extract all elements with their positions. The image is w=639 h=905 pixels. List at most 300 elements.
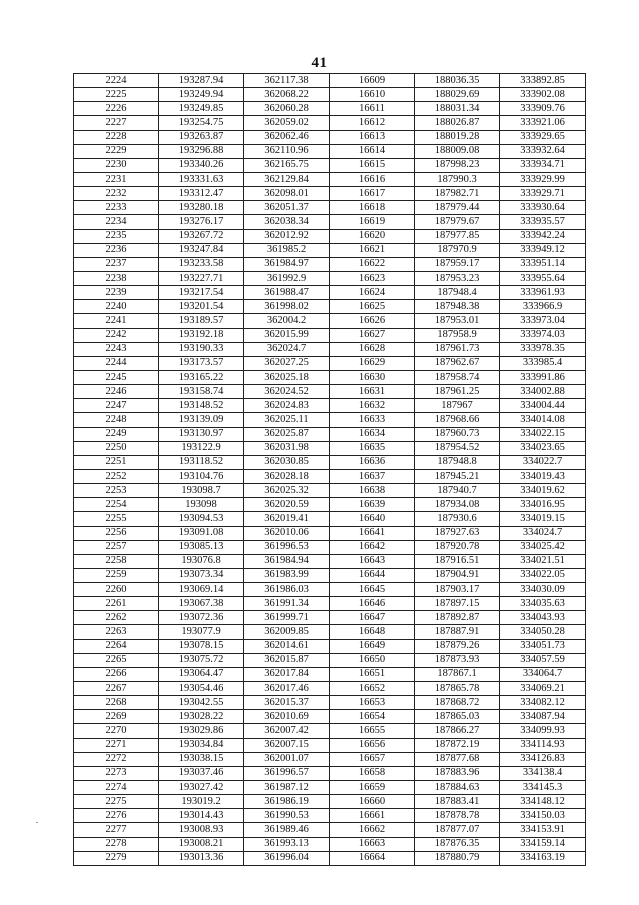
y-coordinate-left-cell: 361984.97	[244, 257, 330, 271]
point-id-left-cell: 2242	[74, 328, 159, 342]
y-coordinate-right-cell: 334025.42	[500, 540, 586, 554]
y-coordinate-right-cell: 333929.71	[500, 187, 586, 201]
x-coordinate-right-cell: 188029.69	[415, 88, 500, 102]
y-coordinate-right-cell: 333892.85	[500, 74, 586, 88]
x-coordinate-right-cell: 187916.51	[415, 554, 500, 568]
y-coordinate-left-cell: 362051.37	[244, 201, 330, 215]
point-id-right-cell: 16614	[330, 144, 415, 158]
point-id-right-cell: 16663	[330, 837, 415, 851]
y-coordinate-left-cell: 362110.96	[244, 144, 330, 158]
table-row	[74, 441, 586, 455]
point-id-right-cell: 16660	[330, 795, 415, 809]
point-id-left-cell: 2234	[74, 215, 159, 229]
x-coordinate-right-cell: 187878.78	[415, 809, 500, 823]
point-id-right-cell: 16637	[330, 469, 415, 483]
point-id-left-cell: 2237	[74, 257, 159, 271]
y-coordinate-left-cell: 362038.34	[244, 215, 330, 229]
table-row	[74, 187, 586, 201]
point-id-left-cell: 2252	[74, 469, 159, 483]
y-coordinate-left-cell: 362001.07	[244, 752, 330, 766]
x-coordinate-right-cell: 187982.71	[415, 187, 500, 201]
x-coordinate-right-cell: 187958.9	[415, 328, 500, 342]
x-coordinate-right-cell: 187953.23	[415, 271, 500, 285]
table-row	[74, 130, 586, 144]
table-row	[74, 667, 586, 681]
point-id-right-cell: 16652	[330, 682, 415, 696]
table-row	[74, 851, 586, 865]
point-id-left-cell: 2235	[74, 229, 159, 243]
point-id-right-cell: 16615	[330, 158, 415, 172]
y-coordinate-left-cell: 361984.94	[244, 554, 330, 568]
y-coordinate-right-cell: 334082.12	[500, 696, 586, 710]
x-coordinate-right-cell: 187880.79	[415, 851, 500, 865]
x-coordinate-left-cell: 193276.17	[159, 215, 244, 229]
table-row	[74, 611, 586, 625]
x-coordinate-right-cell: 188026.87	[415, 116, 500, 130]
point-id-right-cell: 16658	[330, 766, 415, 780]
y-coordinate-right-cell: 333955.64	[500, 271, 586, 285]
x-coordinate-left-cell: 193067.38	[159, 597, 244, 611]
x-coordinate-right-cell: 187961.73	[415, 342, 500, 356]
table-row	[74, 399, 586, 413]
point-id-right-cell: 16650	[330, 653, 415, 667]
y-coordinate-right-cell: 333902.08	[500, 88, 586, 102]
table-row	[74, 781, 586, 795]
point-id-right-cell: 16647	[330, 611, 415, 625]
y-coordinate-left-cell: 362062.46	[244, 130, 330, 144]
y-coordinate-right-cell: 333951.14	[500, 257, 586, 271]
table-row	[74, 215, 586, 229]
table-row	[74, 554, 586, 568]
y-coordinate-left-cell: 362129.84	[244, 172, 330, 186]
table-row	[74, 809, 586, 823]
point-id-left-cell: 2262	[74, 611, 159, 625]
point-id-right-cell: 16626	[330, 314, 415, 328]
x-coordinate-left-cell: 193042.55	[159, 696, 244, 710]
x-coordinate-left-cell: 193072.36	[159, 611, 244, 625]
y-coordinate-left-cell: 362025.87	[244, 427, 330, 441]
table-row	[74, 172, 586, 186]
point-id-left-cell: 2268	[74, 696, 159, 710]
point-id-left-cell: 2245	[74, 370, 159, 384]
table-row	[74, 328, 586, 342]
y-coordinate-left-cell: 362010.06	[244, 526, 330, 540]
y-coordinate-left-cell: 361998.02	[244, 300, 330, 314]
y-coordinate-left-cell: 362017.46	[244, 682, 330, 696]
table-row	[74, 455, 586, 469]
x-coordinate-right-cell: 187887.91	[415, 625, 500, 639]
x-coordinate-right-cell: 187872.19	[415, 738, 500, 752]
x-coordinate-left-cell: 193019.2	[159, 795, 244, 809]
x-coordinate-right-cell: 187945.21	[415, 469, 500, 483]
point-id-left-cell: 2256	[74, 526, 159, 540]
point-id-left-cell: 2272	[74, 752, 159, 766]
y-coordinate-right-cell: 334057.59	[500, 653, 586, 667]
y-coordinate-left-cell: 361986.03	[244, 583, 330, 597]
table-row	[74, 243, 586, 257]
y-coordinate-right-cell: 334064.7	[500, 667, 586, 681]
x-coordinate-left-cell: 193263.87	[159, 130, 244, 144]
point-id-right-cell: 16628	[330, 342, 415, 356]
y-coordinate-right-cell: 333909.76	[500, 102, 586, 116]
point-id-left-cell: 2247	[74, 399, 159, 413]
x-coordinate-right-cell: 187884.63	[415, 781, 500, 795]
x-coordinate-left-cell: 193073.34	[159, 568, 244, 582]
y-coordinate-right-cell: 334148.12	[500, 795, 586, 809]
point-id-left-cell: 2243	[74, 342, 159, 356]
y-coordinate-right-cell: 334087.94	[500, 710, 586, 724]
x-coordinate-right-cell: 188036.35	[415, 74, 500, 88]
point-id-right-cell: 16646	[330, 597, 415, 611]
x-coordinate-left-cell: 193158.74	[159, 385, 244, 399]
y-coordinate-left-cell: 362098.01	[244, 187, 330, 201]
table-row	[74, 653, 586, 667]
table-row	[74, 597, 586, 611]
point-id-right-cell: 16641	[330, 526, 415, 540]
y-coordinate-left-cell: 362004.2	[244, 314, 330, 328]
point-id-right-cell: 16654	[330, 710, 415, 724]
x-coordinate-left-cell: 193192.18	[159, 328, 244, 342]
x-coordinate-left-cell: 193098.7	[159, 484, 244, 498]
x-coordinate-left-cell: 193249.94	[159, 88, 244, 102]
point-id-left-cell: 2274	[74, 781, 159, 795]
x-coordinate-right-cell: 187879.26	[415, 639, 500, 653]
x-coordinate-left-cell: 193331.63	[159, 172, 244, 186]
x-coordinate-right-cell: 187998.23	[415, 158, 500, 172]
page-number: 41	[311, 55, 328, 71]
point-id-right-cell: 16632	[330, 399, 415, 413]
point-id-right-cell: 16635	[330, 441, 415, 455]
point-id-right-cell: 16621	[330, 243, 415, 257]
x-coordinate-left-cell: 193130.97	[159, 427, 244, 441]
y-coordinate-right-cell: 333929.99	[500, 172, 586, 186]
table-row	[74, 201, 586, 215]
point-id-right-cell: 16651	[330, 667, 415, 681]
x-coordinate-left-cell: 193076.8	[159, 554, 244, 568]
x-coordinate-right-cell: 187876.35	[415, 837, 500, 851]
x-coordinate-right-cell: 187979.44	[415, 201, 500, 215]
table-row	[74, 229, 586, 243]
point-id-left-cell: 2269	[74, 710, 159, 724]
point-id-left-cell: 2275	[74, 795, 159, 809]
x-coordinate-left-cell: 193247.84	[159, 243, 244, 257]
point-id-right-cell: 16630	[330, 370, 415, 384]
x-coordinate-left-cell: 193038.15	[159, 752, 244, 766]
y-coordinate-right-cell: 333930.64	[500, 201, 586, 215]
x-coordinate-right-cell: 187903.17	[415, 583, 500, 597]
x-coordinate-left-cell: 193249.85	[159, 102, 244, 116]
x-coordinate-left-cell: 193267.72	[159, 229, 244, 243]
point-id-left-cell: 2240	[74, 300, 159, 314]
y-coordinate-right-cell: 334099.93	[500, 724, 586, 738]
point-id-left-cell: 2277	[74, 823, 159, 837]
x-coordinate-right-cell: 187866.27	[415, 724, 500, 738]
table-row	[74, 257, 586, 271]
y-coordinate-right-cell: 334022.15	[500, 427, 586, 441]
y-coordinate-left-cell: 362059.02	[244, 116, 330, 130]
table-row	[74, 795, 586, 809]
x-coordinate-left-cell: 193165.22	[159, 370, 244, 384]
y-coordinate-left-cell: 362024.83	[244, 399, 330, 413]
table-row	[74, 74, 586, 88]
x-coordinate-right-cell: 187970.9	[415, 243, 500, 257]
y-coordinate-right-cell: 334035.63	[500, 597, 586, 611]
y-coordinate-left-cell: 361985.2	[244, 243, 330, 257]
point-id-left-cell: 2226	[74, 102, 159, 116]
y-coordinate-left-cell: 362024.52	[244, 385, 330, 399]
y-coordinate-right-cell: 333991.86	[500, 370, 586, 384]
point-id-left-cell: 2239	[74, 286, 159, 300]
y-coordinate-left-cell: 362025.11	[244, 413, 330, 427]
x-coordinate-right-cell: 188009.08	[415, 144, 500, 158]
y-coordinate-left-cell: 362015.37	[244, 696, 330, 710]
point-id-left-cell: 2227	[74, 116, 159, 130]
y-coordinate-left-cell: 361993.13	[244, 837, 330, 851]
table-row	[74, 526, 586, 540]
y-coordinate-left-cell: 361996.53	[244, 540, 330, 554]
y-coordinate-right-cell: 334163.19	[500, 851, 586, 865]
x-coordinate-left-cell: 193148.52	[159, 399, 244, 413]
point-id-right-cell: 16662	[330, 823, 415, 837]
x-coordinate-left-cell: 193077.9	[159, 625, 244, 639]
x-coordinate-left-cell: 193014.43	[159, 809, 244, 823]
y-coordinate-right-cell: 334050.28	[500, 625, 586, 639]
point-id-right-cell: 16617	[330, 187, 415, 201]
y-coordinate-left-cell: 361988.47	[244, 286, 330, 300]
table-row	[74, 682, 586, 696]
y-coordinate-left-cell: 362031.98	[244, 441, 330, 455]
x-coordinate-left-cell: 193037.46	[159, 766, 244, 780]
table-row	[74, 158, 586, 172]
x-coordinate-left-cell: 193312.47	[159, 187, 244, 201]
point-id-right-cell: 16627	[330, 328, 415, 342]
y-coordinate-left-cell: 361992.9	[244, 271, 330, 285]
x-coordinate-left-cell: 193280.18	[159, 201, 244, 215]
point-id-left-cell: 2233	[74, 201, 159, 215]
x-coordinate-right-cell: 187968.66	[415, 413, 500, 427]
x-coordinate-right-cell: 187979.67	[415, 215, 500, 229]
y-coordinate-left-cell: 362165.75	[244, 158, 330, 172]
table-row	[74, 766, 586, 780]
point-id-left-cell: 2231	[74, 172, 159, 186]
table-row	[74, 512, 586, 526]
point-id-left-cell: 2257	[74, 540, 159, 554]
y-coordinate-left-cell: 362060.28	[244, 102, 330, 116]
x-coordinate-right-cell: 187961.25	[415, 385, 500, 399]
point-id-left-cell: 2270	[74, 724, 159, 738]
table-row	[74, 724, 586, 738]
y-coordinate-left-cell: 361983.99	[244, 568, 330, 582]
x-coordinate-right-cell: 188019.28	[415, 130, 500, 144]
point-id-left-cell: 2244	[74, 356, 159, 370]
y-coordinate-right-cell: 333961.93	[500, 286, 586, 300]
y-coordinate-left-cell: 362015.87	[244, 653, 330, 667]
x-coordinate-right-cell: 187960.73	[415, 427, 500, 441]
point-id-left-cell: 2225	[74, 88, 159, 102]
x-coordinate-right-cell: 187948.4	[415, 286, 500, 300]
point-id-right-cell: 16640	[330, 512, 415, 526]
x-coordinate-right-cell: 187865.03	[415, 710, 500, 724]
x-coordinate-right-cell: 187877.68	[415, 752, 500, 766]
point-id-left-cell: 2246	[74, 385, 159, 399]
x-coordinate-left-cell: 193287.94	[159, 74, 244, 88]
y-coordinate-left-cell: 362012.92	[244, 229, 330, 243]
table-row	[74, 88, 586, 102]
point-id-right-cell: 16612	[330, 116, 415, 130]
x-coordinate-right-cell: 187883.41	[415, 795, 500, 809]
x-coordinate-left-cell: 193254.75	[159, 116, 244, 130]
y-coordinate-left-cell: 361990.53	[244, 809, 330, 823]
point-id-left-cell: 2273	[74, 766, 159, 780]
x-coordinate-left-cell: 193190.33	[159, 342, 244, 356]
y-coordinate-right-cell: 334022.05	[500, 568, 586, 582]
point-id-right-cell: 16649	[330, 639, 415, 653]
y-coordinate-right-cell: 333978.35	[500, 342, 586, 356]
point-id-left-cell: 2264	[74, 639, 159, 653]
y-coordinate-right-cell: 334024.7	[500, 526, 586, 540]
point-id-right-cell: 16639	[330, 498, 415, 512]
table-row	[74, 625, 586, 639]
x-coordinate-right-cell: 187883.96	[415, 766, 500, 780]
point-id-right-cell: 16656	[330, 738, 415, 752]
y-coordinate-right-cell: 334002.88	[500, 385, 586, 399]
point-id-left-cell: 2229	[74, 144, 159, 158]
point-id-left-cell: 2238	[74, 271, 159, 285]
point-id-left-cell: 2261	[74, 597, 159, 611]
x-coordinate-right-cell: 187958.74	[415, 370, 500, 384]
y-coordinate-right-cell: 333966.9	[500, 300, 586, 314]
point-id-left-cell: 2255	[74, 512, 159, 526]
point-id-right-cell: 16661	[330, 809, 415, 823]
point-id-left-cell: 2254	[74, 498, 159, 512]
y-coordinate-left-cell: 361989.46	[244, 823, 330, 837]
y-coordinate-left-cell: 362030.85	[244, 455, 330, 469]
y-coordinate-left-cell: 362014.61	[244, 639, 330, 653]
x-coordinate-right-cell: 187867.1	[415, 667, 500, 681]
point-id-left-cell: 2271	[74, 738, 159, 752]
x-coordinate-left-cell: 193098	[159, 498, 244, 512]
point-id-left-cell: 2279	[74, 851, 159, 865]
point-id-right-cell: 16636	[330, 455, 415, 469]
point-id-right-cell: 16645	[330, 583, 415, 597]
y-coordinate-right-cell: 334114.93	[500, 738, 586, 752]
x-coordinate-left-cell: 193064.47	[159, 667, 244, 681]
y-coordinate-right-cell: 334159.14	[500, 837, 586, 851]
coordinates-table-body	[74, 74, 586, 866]
y-coordinate-left-cell: 361991.34	[244, 597, 330, 611]
x-coordinate-left-cell: 193027.42	[159, 781, 244, 795]
point-id-left-cell: 2266	[74, 667, 159, 681]
y-coordinate-right-cell: 333949.12	[500, 243, 586, 257]
table-row	[74, 837, 586, 851]
y-coordinate-left-cell: 361996.57	[244, 766, 330, 780]
point-id-right-cell: 16618	[330, 201, 415, 215]
table-row	[74, 300, 586, 314]
point-id-right-cell: 16616	[330, 172, 415, 186]
y-coordinate-right-cell: 334126.83	[500, 752, 586, 766]
x-coordinate-left-cell: 193054.46	[159, 682, 244, 696]
y-coordinate-right-cell: 333929.65	[500, 130, 586, 144]
point-id-right-cell: 16623	[330, 271, 415, 285]
y-coordinate-left-cell: 361987.12	[244, 781, 330, 795]
table-row	[74, 752, 586, 766]
point-id-left-cell: 2248	[74, 413, 159, 427]
y-coordinate-right-cell: 334138.4	[500, 766, 586, 780]
coordinates-table	[73, 73, 586, 866]
x-coordinate-left-cell: 193139.09	[159, 413, 244, 427]
point-id-left-cell: 2278	[74, 837, 159, 851]
x-coordinate-right-cell: 187873.93	[415, 653, 500, 667]
x-coordinate-left-cell: 193069.14	[159, 583, 244, 597]
point-id-right-cell: 16659	[330, 781, 415, 795]
point-id-right-cell: 16633	[330, 413, 415, 427]
x-coordinate-right-cell: 187934.08	[415, 498, 500, 512]
point-id-right-cell: 16620	[330, 229, 415, 243]
y-coordinate-left-cell: 362024.7	[244, 342, 330, 356]
y-coordinate-right-cell: 333985.4	[500, 356, 586, 370]
x-coordinate-right-cell: 187948.38	[415, 300, 500, 314]
table-row	[74, 342, 586, 356]
y-coordinate-right-cell: 334016.95	[500, 498, 586, 512]
point-id-left-cell: 2241	[74, 314, 159, 328]
x-coordinate-right-cell: 187897.15	[415, 597, 500, 611]
y-coordinate-right-cell: 334153.91	[500, 823, 586, 837]
point-id-left-cell: 2228	[74, 130, 159, 144]
y-coordinate-left-cell: 362020.59	[244, 498, 330, 512]
point-id-right-cell: 16611	[330, 102, 415, 116]
point-id-left-cell: 2263	[74, 625, 159, 639]
x-coordinate-right-cell: 187865.78	[415, 682, 500, 696]
y-coordinate-left-cell: 362117.38	[244, 74, 330, 88]
point-id-right-cell: 16629	[330, 356, 415, 370]
point-id-right-cell: 16622	[330, 257, 415, 271]
y-coordinate-left-cell: 362007.15	[244, 738, 330, 752]
point-id-right-cell: 16644	[330, 568, 415, 582]
point-id-right-cell: 16624	[330, 286, 415, 300]
point-id-left-cell: 2249	[74, 427, 159, 441]
x-coordinate-right-cell: 187977.85	[415, 229, 500, 243]
point-id-left-cell: 2258	[74, 554, 159, 568]
y-coordinate-left-cell: 362017.84	[244, 667, 330, 681]
y-coordinate-left-cell: 362027.25	[244, 356, 330, 370]
point-id-right-cell: 16642	[330, 540, 415, 554]
y-coordinate-right-cell: 334043.93	[500, 611, 586, 625]
y-coordinate-right-cell: 334019.62	[500, 484, 586, 498]
y-coordinate-right-cell: 333932.64	[500, 144, 586, 158]
y-coordinate-right-cell: 334022.7	[500, 455, 586, 469]
y-coordinate-right-cell: 334019.15	[500, 512, 586, 526]
y-coordinate-right-cell: 333973.04	[500, 314, 586, 328]
x-coordinate-right-cell: 187927.63	[415, 526, 500, 540]
y-coordinate-left-cell: 362025.18	[244, 370, 330, 384]
point-id-right-cell: 16609	[330, 74, 415, 88]
table-row	[74, 413, 586, 427]
y-coordinate-left-cell: 362028.18	[244, 469, 330, 483]
table-row	[74, 271, 586, 285]
x-coordinate-left-cell: 193034.84	[159, 738, 244, 752]
table-row	[74, 696, 586, 710]
point-id-right-cell: 16634	[330, 427, 415, 441]
point-id-right-cell: 16664	[330, 851, 415, 865]
x-coordinate-left-cell: 193075.72	[159, 653, 244, 667]
x-coordinate-left-cell: 193201.54	[159, 300, 244, 314]
point-id-left-cell: 2251	[74, 455, 159, 469]
x-coordinate-left-cell: 193008.93	[159, 823, 244, 837]
y-coordinate-left-cell: 362010.69	[244, 710, 330, 724]
point-id-left-cell: 2260	[74, 583, 159, 597]
table-row	[74, 144, 586, 158]
point-id-left-cell: 2230	[74, 158, 159, 172]
